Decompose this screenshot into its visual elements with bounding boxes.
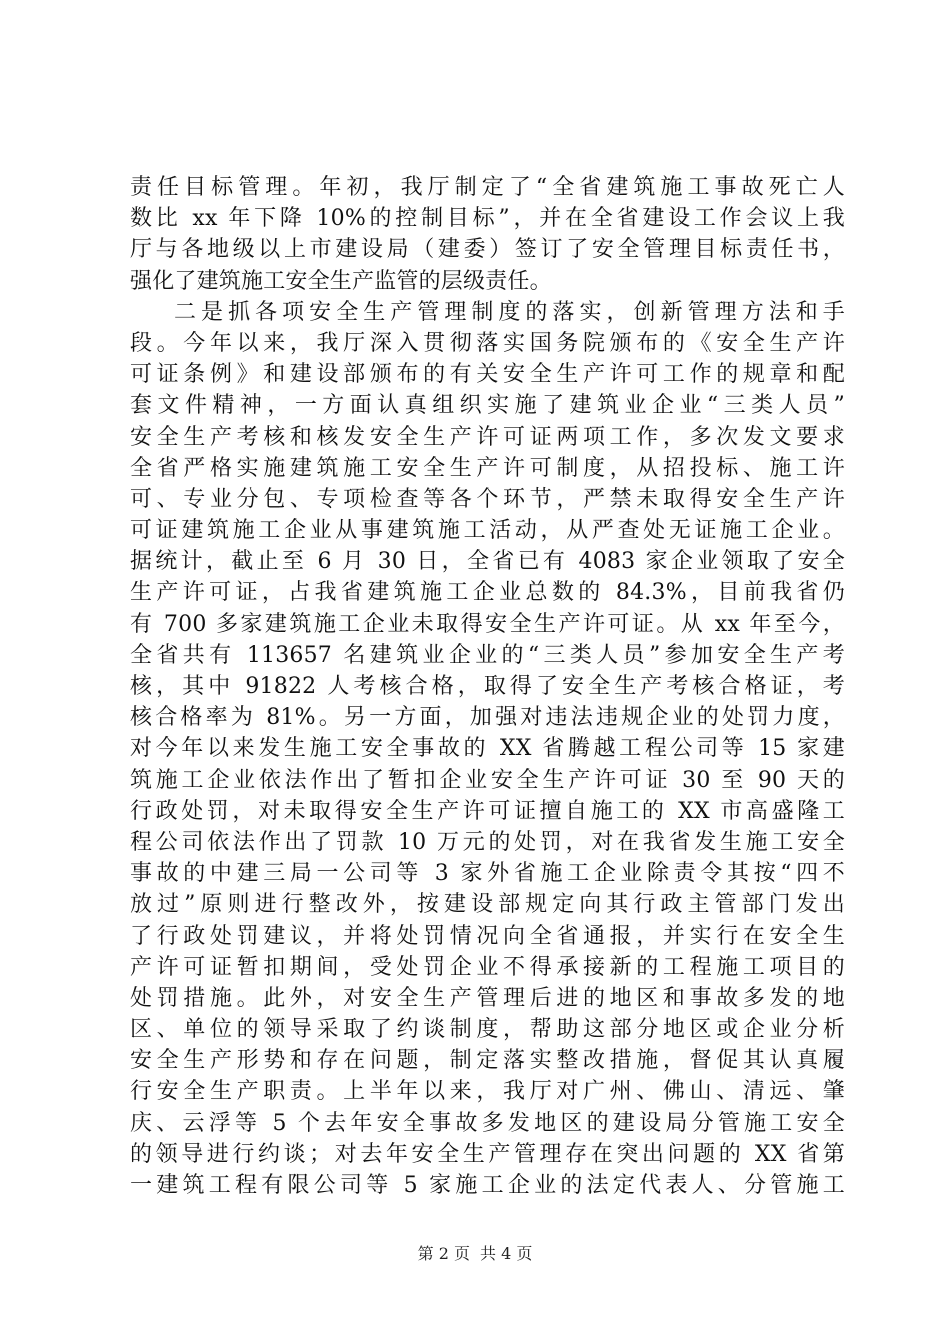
text-line: 全省严格实施建筑施工安全生产许可制度，从招投标、施工许 <box>130 455 845 481</box>
text-line: 可证条例》和建设部颁布的有关安全生产许可工作的规章和配 <box>130 362 845 388</box>
document-body <box>130 172 845 1201</box>
text-line: 行安全生产职责。上半年以来，我厅对广州、佛山、清远、肇 <box>130 1079 845 1105</box>
text-line: 对今年以来发生施工安全事故的 XX 省腾越工程公司等 15 家建 <box>130 736 845 762</box>
text-line: 核，其中 91822 人考核合格，取得了安全生产考核合格证，考 <box>130 674 845 699</box>
text-line: 生产许可证，占我省建筑施工企业总数的 84.3%，目前我省仍 <box>130 580 845 606</box>
text-line: 有 700 多家建筑施工企业未取得安全生产许可证。从 xx 年至今， <box>130 611 845 637</box>
text-line: 一建筑工程有限公司等 5 家施工企业的法定代表人、分管施工 <box>130 1173 845 1198</box>
text-line: 核合格率为 81%。另一方面，加强对违法违规企业的处罚力度， <box>130 705 845 731</box>
text-line: 处罚措施。此外，对安全生产管理后进的地区和事故多发的地 <box>130 985 845 1011</box>
text-line: 了行政处罚建议，并将处罚情况向全省通报，并实行在安全生 <box>130 923 845 949</box>
text-line: 可证建筑施工企业从事建筑施工活动，从严查处无证施工企业。 <box>130 518 845 544</box>
text-line: 区、单位的领导采取了约谈制度，帮助这部分地区或企业分析 <box>130 1017 845 1043</box>
text-line: 事故的中建三局一公司等 3 家外省施工企业除责令其按“四不 <box>130 861 845 887</box>
page-footer <box>0 1244 950 1264</box>
text-line: 产许可证暂扣期间，受处罚企业不得承接新的工程施工项目的 <box>130 954 845 980</box>
text-line: 筑施工企业依法作出了暂扣企业安全生产许可证 30 至 90 天的 <box>130 767 845 793</box>
text-line: 行政处罚，对未取得安全生产许可证擅自施工的 XX 市高盛隆工 <box>130 798 845 824</box>
text-line: 放过”原则进行整改外，按建设部规定向其行政主管部门发出 <box>130 892 845 918</box>
page-total: 共 4 页 <box>480 1244 533 1263</box>
text-line: 安全生产形势和存在问题，制定落实整改措施，督促其认真履 <box>130 1048 845 1074</box>
text-line: 程公司依法作出了罚款 10 万元的处罚，对在我省发生施工安全 <box>130 829 845 855</box>
text-line: 庆、云浮等 5 个去年安全事故多发地区的建设局分管施工安全 <box>130 1110 845 1136</box>
text-line: 全省共有 113657 名建筑业企业的“三类人员”参加安全生产考 <box>130 642 845 668</box>
text-line: 可、专业分包、专项检查等各个环节，严禁未取得安全生产许 <box>130 486 845 512</box>
text-line: 厅与各地级以上市建设局（建委）签订了安全管理目标责任书， <box>130 237 845 263</box>
text-line: 强化了建筑施工安全生产监管的层级责任。 <box>130 268 552 294</box>
text-line: 段。今年以来，我厅深入贯彻落实国务院颁布的《安全生产许 <box>130 330 845 356</box>
text-line: 套文件精神，一方面认真组织实施了建筑业企业“三类人员” <box>130 393 845 419</box>
page-number: 第 2 页 <box>417 1244 470 1263</box>
text-line: 的领导进行约谈；对去年安全生产管理存在突出问题的 XX 省第 <box>130 1141 845 1167</box>
text-line: 安全生产考核和核发安全生产许可证两项工作，多次发文要求 <box>130 424 845 450</box>
text-line: 数比 xx 年下降 10%的控制目标”，并在全省建设工作会议上我 <box>130 206 845 232</box>
text-line: 责任目标管理。年初，我厅制定了“全省建筑施工事故死亡人 <box>130 175 845 200</box>
text-line: 据统计，截止至 6 月 30 日，全省已有 4083 家企业领取了安全 <box>130 549 845 575</box>
text-line: 二是抓各项安全生产管理制度的落实，创新管理方法和手 <box>174 299 845 325</box>
